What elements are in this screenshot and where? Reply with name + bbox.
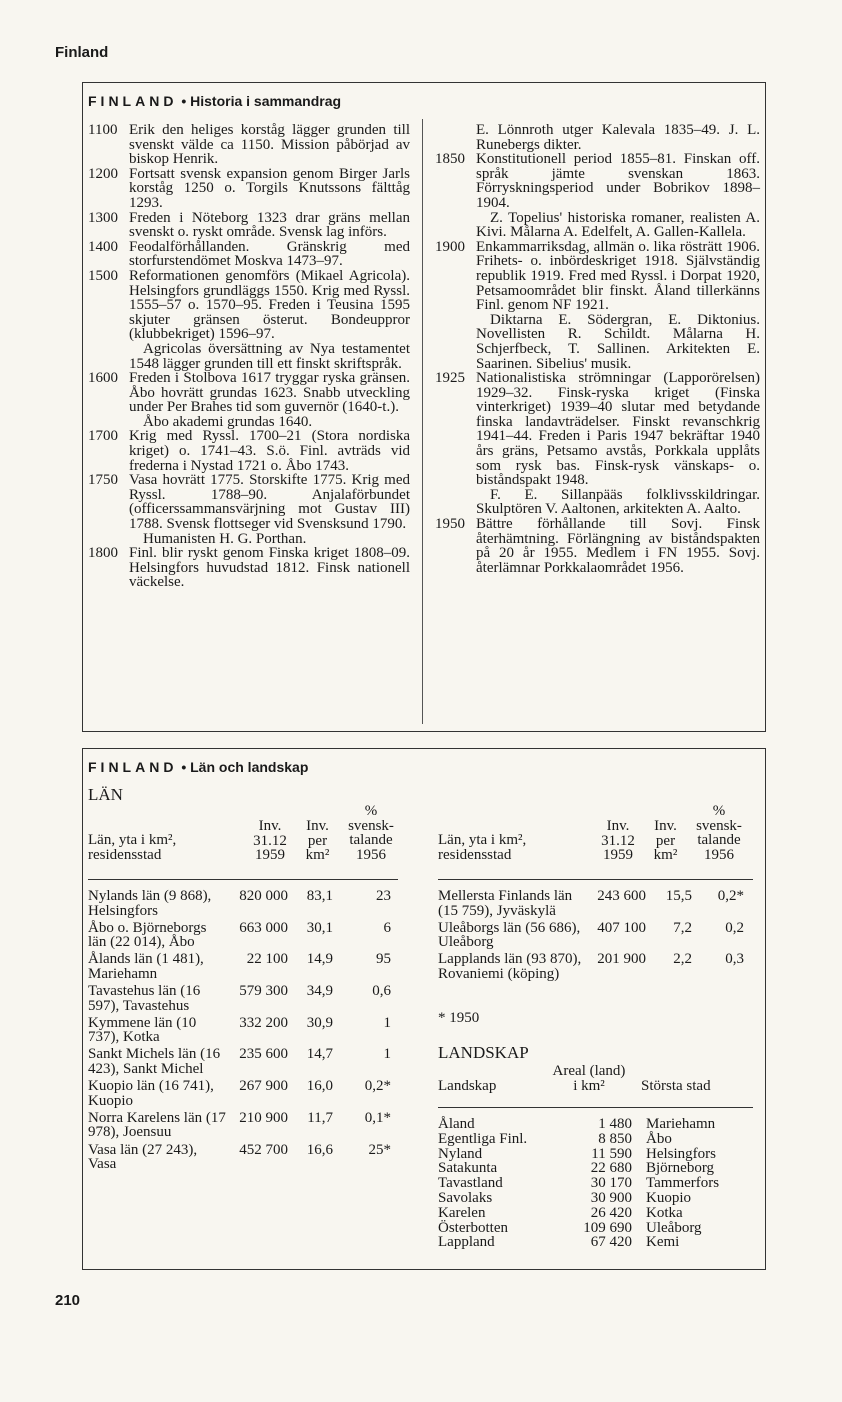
lan-name: Kymmene län (10 737), Kotka	[88, 1014, 197, 1046]
landskap-table	[438, 1117, 719, 1250]
history-box	[82, 82, 766, 732]
lan-density: 14,9	[306, 951, 333, 968]
history-year: 1400	[88, 238, 118, 255]
landskap-area: 22 680	[590, 1160, 632, 1177]
history-text	[129, 240, 410, 269]
history-entry	[88, 473, 410, 546]
lan-right-rule	[438, 879, 753, 880]
landskap-area: 67 420	[590, 1234, 632, 1251]
lan-swedish-pct: 0,2*	[717, 888, 744, 904]
history-paragraph: E. Lönnroth utger Kalevala 1835–49. J. L. Runebergs dikter.	[476, 122, 760, 153]
lan-population: 22 100	[246, 951, 288, 968]
landskap-name: Österbotten	[438, 1219, 508, 1236]
history-entry	[435, 371, 760, 517]
history-text	[129, 546, 410, 590]
lan-population: 820 000	[239, 888, 288, 904]
history-paragraph: Vasa hovrätt 1775. Storskifte 1775. Krig med Ryssl. 1788–90. Anjalaförbundet (officerssammansvärjning mot Gustav III) 1788. Svensk flottseger vid Svensksund 1790.	[129, 472, 410, 533]
landskap-name: Savolaks	[438, 1189, 493, 1206]
lan-swedish-pct: 0,1*	[364, 1109, 391, 1126]
lan-swedish-pct: 23	[376, 888, 391, 904]
history-entry	[88, 371, 410, 429]
history-entry	[435, 152, 760, 240]
history-text	[476, 240, 760, 371]
lan-row	[438, 952, 744, 981]
lan-right-table	[438, 889, 744, 984]
history-title-prefix: FINLAND	[88, 93, 178, 109]
history-paragraph: Nationalistiska strömningar (Lapporörelsen) 1929–32. Finsk-ryska kriget (Finska vinterkriget) 1939–40 slutar med betydande finska landavträdelser. Finskt revanschkrig 1941–44. Freden i Paris 1947 bekräftar 1940 års gräns, Petsamo avstås, Porkkala upplåts som rysk bas. Finsk-rysk vänskaps- o. biståndspakt 1948.	[476, 370, 760, 489]
lan-density: 14,7	[306, 1046, 333, 1063]
landskap-row	[438, 1191, 719, 1206]
history-paragraph: Konstitutionell period 1855–81. Finskan off. språk jämte svenskan 1863. Förryskningsperiod under Bobrikov 1898–1904.	[476, 151, 760, 211]
lan-density: 30,1	[306, 919, 333, 936]
landskap-section-label: LANDSKAP	[438, 1043, 529, 1062]
lan-header-pct: % svensk- talande 1956	[348, 803, 394, 863]
history-paragraph: Reformationen genomförs (Mikael Agricola). Helsingfors grundläggs 1550. Krig med Ryssl. 1555–57 o. 1570–95. Freden i Teusina 1595 skjuter gränsen österut. Bondeuppror (klubbekriget) 1596–97.	[129, 267, 410, 343]
lan-density: 16,6	[306, 1141, 333, 1158]
lan-header-name-right: Län, yta i km², residensstad	[438, 832, 527, 863]
history-year: 1800	[88, 545, 118, 562]
history-year: 1900	[435, 238, 465, 255]
history-year: 1300	[88, 209, 118, 226]
history-text	[129, 167, 410, 211]
landskap-row	[438, 1117, 719, 1132]
lan-left-table	[88, 889, 391, 1174]
landskap-city: Tammerfors	[646, 1175, 720, 1192]
lan-name: Kuopio län (16 741), Kuopio	[88, 1078, 214, 1109]
landskap-row	[438, 1235, 719, 1250]
history-year: 1200	[88, 165, 118, 182]
lan-swedish-pct: 1	[383, 1046, 391, 1063]
history-year: 1750	[88, 472, 118, 489]
lan-title-rest: • Län och landskap	[181, 759, 309, 775]
lan-box	[82, 748, 766, 1270]
history-text	[476, 123, 760, 152]
history-text	[129, 429, 410, 473]
lan-name: Uleåborgs län (56 686), Uleåborg	[438, 919, 581, 951]
lan-swedish-pct: 0,2	[725, 919, 744, 936]
lan-row	[88, 1143, 391, 1172]
page-number: 210	[55, 1292, 81, 1309]
landskap-city: Kuopio	[646, 1189, 691, 1206]
history-text	[129, 269, 410, 371]
history-year: 1100	[88, 122, 118, 138]
lan-row	[88, 1016, 391, 1045]
history-paragraph: Krig med Ryssl. 1700–21 (Stora nordiska kriget) o. 1741–43. S.ö. Finl. avträds vid frederna i Nystad 1721 o. Åbo 1743.	[129, 428, 410, 474]
history-text	[129, 123, 410, 167]
history-paragraph: Feodalförhållanden. Gränskrig med storfurstendömet Moskva 1473–97.	[129, 238, 410, 270]
history-paragraph: Agricolas översättning av Nya testamentet 1548 lägger grunden till ett finskt skriftspråk.	[129, 340, 410, 372]
lan-header-inv1-right: Inv. 31.12 1959	[601, 818, 635, 864]
landskap-name: Karelen	[438, 1204, 486, 1221]
landskap-city: Mariehamn	[646, 1116, 716, 1132]
history-paragraph: Fortsatt svensk expansion genom Birger Jarls korståg 1250 o. Torgils Knutssons fälttåg 1293.	[129, 165, 410, 211]
lan-swedish-pct: 0,6	[372, 983, 391, 1000]
history-paragraph: Freden i Stolbova 1617 tryggar ryska gränsen. Åbo hovrätt grundas 1623. Snabb utveckling under Per Brahes tid som guvernör (1640-t.).	[129, 370, 410, 416]
lan-swedish-pct: 0,2*	[364, 1078, 391, 1095]
lan-header-pct-right: % svensk- talande 1956	[696, 803, 742, 863]
lan-row	[88, 984, 391, 1013]
lan-swedish-pct: 6	[383, 919, 391, 936]
landskap-city: Kemi	[646, 1234, 680, 1251]
lan-density: 16,0	[306, 1078, 333, 1095]
landskap-row	[438, 1147, 719, 1162]
lan-row	[88, 1111, 391, 1140]
history-right-column	[435, 123, 760, 575]
lan-population: 243 600	[597, 888, 646, 904]
lan-density: 30,9	[306, 1014, 333, 1031]
lan-row	[88, 1047, 391, 1076]
history-paragraph: Åbo akademi grundas 1640.	[143, 413, 313, 430]
landskap-area: 30 170	[590, 1175, 632, 1192]
history-text	[129, 371, 410, 429]
history-paragraph: F. E. Sillanpääs folklivsskildringar. Skulptören V. Aaltonen, arkitekten A. Aalto.	[476, 486, 760, 518]
lan-population: 579 300	[239, 983, 288, 1000]
lan-header-inv2: Inv. per km²	[305, 818, 330, 864]
history-entry	[435, 517, 760, 575]
lan-header-name: Län, yta i km², residensstad	[88, 832, 177, 863]
lan-name: Sankt Michels län (16 423), Sankt Michel	[88, 1046, 221, 1078]
lan-population: 663 000	[239, 919, 288, 936]
history-year: 1700	[88, 428, 118, 445]
lan-header-inv1: Inv. 31.12 1959	[253, 818, 287, 864]
lan-name: Vasa län (27 243), Vasa	[88, 1141, 198, 1173]
lan-name: Nylands län (9 868), Helsingfors	[88, 888, 212, 919]
lan-density: 11,7	[307, 1109, 333, 1126]
history-paragraph: Diktarna E. Södergran, E. Diktonius. Novellisten R. Schildt. Målarna H. Schjerfbeck, T. Sallinen. Arkitekten E. Saarinen. Sibelius' musik.	[476, 311, 760, 372]
lan-name: Mellersta Finlands län (15 759), Jyväskylä	[438, 888, 573, 919]
lan-left-rule	[88, 879, 398, 880]
history-text	[476, 371, 760, 517]
history-paragraph: Freden i Nöteborg 1323 drar gräns mellan svenskt o. ryskt område. Svensk lag införs.	[129, 209, 410, 241]
landskap-city: Kotka	[646, 1204, 683, 1221]
history-paragraph: Enkammarriksdag, allmän o. lika rösträtt 1906. Frihets- o. inbördeskriget 1918. Självständig republik 1919. Fred med Ryssl. i Dorpat 1920, Petsamoområdet blir finskt. Åland tillerkänns Finl. genom NF 1921.	[476, 238, 760, 314]
lan-name: Åbo o. Björneborgs län (22 014), Åbo	[88, 919, 207, 951]
history-text	[476, 517, 760, 575]
lan-density: 2,2	[673, 951, 692, 968]
lan-header-inv2-right: Inv. per km²	[653, 818, 678, 864]
lan-population: 235 600	[239, 1046, 288, 1063]
history-entry	[88, 429, 410, 473]
history-entry	[88, 546, 410, 590]
landskap-city: Björneborg	[646, 1160, 715, 1177]
landskap-header-area: Areal (land) i km²	[552, 1063, 626, 1094]
lan-footnote: * 1950	[438, 1010, 480, 1026]
history-paragraph: Finl. blir ryskt genom Finska kriget 1808–09. Helsingfors huvudstad 1812. Finsk nationell väckelse.	[129, 545, 410, 591]
lan-title	[88, 759, 308, 775]
lan-population: 332 200	[239, 1014, 288, 1031]
landskap-name: Egentliga Finl.	[438, 1130, 528, 1147]
history-entry	[88, 269, 410, 371]
lan-density: 15,5	[665, 888, 692, 904]
landskap-row	[438, 1206, 719, 1221]
landskap-area: 30 900	[590, 1189, 632, 1206]
landskap-area: 11 590	[591, 1145, 632, 1162]
landskap-area: 109 690	[583, 1219, 632, 1236]
landskap-header-name: Landskap	[438, 1078, 497, 1094]
landskap-row	[438, 1161, 719, 1176]
page-header: Finland	[55, 44, 109, 61]
history-paragraph: Bättre förhållande till Sovj. Finsk återhämtning. Förlängning av biståndspakten på 20 år 1955. Medlem i FN 1955. Sovj. återlämnar Porkkalaområdet 1956.	[476, 516, 760, 576]
lan-population: 407 100	[597, 919, 646, 936]
landskap-name: Lappland	[438, 1234, 495, 1251]
landskap-area: 8 850	[598, 1130, 632, 1147]
landskap-header-city: Största stad	[641, 1078, 711, 1094]
history-title	[88, 93, 341, 109]
history-year: 1950	[435, 516, 465, 533]
lan-swedish-pct: 95	[376, 951, 391, 968]
history-title-rest: • Historia i sammandrag	[181, 93, 342, 109]
history-entry	[435, 240, 760, 371]
history-year: 1500	[88, 267, 118, 284]
history-year: 1600	[88, 370, 118, 387]
lan-swedish-pct: 1	[383, 1014, 391, 1031]
history-entry	[435, 123, 760, 152]
lan-density: 7,2	[673, 919, 692, 936]
lan-row	[438, 921, 744, 950]
lan-name: Lapplands län (93 870), Rovaniemi (köping)	[438, 951, 582, 982]
landskap-name: Tavastland	[438, 1175, 503, 1192]
landskap-name: Satakunta	[438, 1160, 498, 1177]
landskap-city: Åbo	[646, 1130, 672, 1147]
lan-name: Norra Karelens län (17 978), Joensuu	[88, 1109, 226, 1141]
history-entry	[88, 211, 410, 240]
lan-row	[438, 889, 744, 918]
lan-title-prefix: FINLAND	[88, 759, 178, 775]
landskap-row	[438, 1132, 719, 1147]
history-paragraph: Z. Topelius' historiska romaner, realisten A. Kivi. Målarna A. Edelfelt, A. Gallen-Kallela.	[476, 209, 760, 241]
landskap-city: Uleåborg	[646, 1219, 702, 1236]
history-year: 1925	[435, 370, 465, 387]
landskap-area: 26 420	[590, 1204, 632, 1221]
landskap-row	[438, 1221, 719, 1236]
landskap-name: Åland	[438, 1116, 475, 1132]
lan-row	[88, 952, 391, 981]
landskap-rule	[438, 1107, 753, 1108]
lan-name: Tavastehus län (16 597), Tavastehus	[88, 983, 201, 1014]
history-paragraph: Erik den heliges korståg lägger grunden till svenskt välde ca 1150. Mission påbörjad av biskop Henrik.	[129, 122, 410, 168]
lan-swedish-pct: 0,3	[725, 951, 744, 968]
landskap-city: Helsingfors	[646, 1145, 716, 1162]
lan-section-label: LÄN	[88, 785, 123, 804]
history-entry	[88, 123, 410, 167]
history-year: 1850	[435, 151, 465, 168]
history-text	[129, 473, 410, 546]
history-paragraph: Humanisten H. G. Porthan.	[143, 530, 307, 547]
lan-row	[88, 921, 391, 950]
history-entry	[88, 167, 410, 211]
history-left-column	[88, 123, 410, 590]
column-divider	[422, 119, 423, 724]
landskap-row	[438, 1176, 719, 1191]
history-entry	[88, 240, 410, 269]
lan-row	[88, 889, 391, 918]
lan-row	[88, 1079, 391, 1108]
lan-population: 201 900	[597, 951, 646, 968]
lan-name: Ålands län (1 481), Mariehamn	[88, 951, 204, 982]
landskap-name: Nyland	[438, 1145, 483, 1162]
lan-density: 83,1	[306, 888, 333, 904]
history-text	[129, 211, 410, 240]
lan-swedish-pct: 25*	[368, 1141, 391, 1158]
landskap-area: 1 480	[598, 1116, 632, 1132]
lan-population: 210 900	[239, 1109, 288, 1126]
history-text	[476, 152, 760, 240]
lan-population: 452 700	[239, 1141, 288, 1158]
lan-population: 267 900	[239, 1078, 288, 1095]
lan-density: 34,9	[306, 983, 333, 1000]
